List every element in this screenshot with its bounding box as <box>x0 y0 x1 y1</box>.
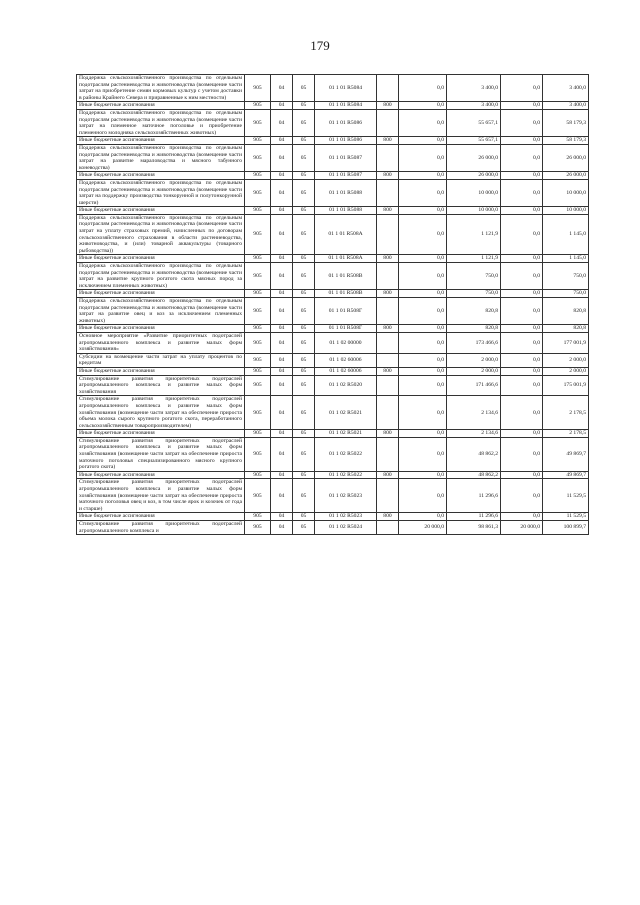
cell-target-article: 01 1 01 R508B <box>315 290 377 298</box>
cell-expense-type: 800 <box>377 325 399 333</box>
cell-target-article: 01 1 01 R5084 <box>315 75 377 102</box>
table-row <box>77 332 589 353</box>
cell-target-article: 01 1 02 60006 <box>315 367 377 375</box>
cell-amount-1: 0,0 <box>399 102 447 110</box>
cell-amount-1: 20 000,0 <box>399 521 447 535</box>
cell-amount-4: 100 899,7 <box>543 521 589 535</box>
cell-section: 04 <box>271 332 293 353</box>
cell-expense-type: 800 <box>377 102 399 110</box>
cell-target-article: 01 1 01 R5086 <box>315 137 377 145</box>
cell-amount-3: 0,0 <box>501 437 543 471</box>
cell-amount-4: 58 179,3 <box>543 137 589 145</box>
cell-amount-1: 0,0 <box>399 255 447 263</box>
cell-amount-1: 0,0 <box>399 396 447 430</box>
cell-amount-4: 2 178,5 <box>543 430 589 438</box>
cell-section: 04 <box>271 263 293 290</box>
cell-amount-3: 0,0 <box>501 298 543 325</box>
cell-amount-3: 0,0 <box>501 353 543 367</box>
cell-amount-3: 0,0 <box>501 471 543 479</box>
cell-name: Иные бюджетные ассигнования <box>77 513 245 521</box>
cell-amount-1: 0,0 <box>399 367 447 375</box>
cell-subsection: 05 <box>293 430 315 438</box>
cell-subsection: 05 <box>293 513 315 521</box>
cell-grbs: 905 <box>245 214 271 255</box>
table-row <box>77 109 589 136</box>
cell-expense-type: 800 <box>377 207 399 215</box>
cell-amount-3: 0,0 <box>501 179 543 206</box>
cell-section: 04 <box>271 109 293 136</box>
cell-grbs: 905 <box>245 255 271 263</box>
cell-amount-2: 3 400,0 <box>447 102 501 110</box>
cell-subsection: 05 <box>293 109 315 136</box>
cell-expense-type <box>377 396 399 430</box>
cell-grbs: 905 <box>245 513 271 521</box>
cell-amount-4: 2 000,0 <box>543 367 589 375</box>
cell-amount-1: 0,0 <box>399 75 447 102</box>
cell-name: Иные бюджетные ассигнования <box>77 325 245 333</box>
cell-amount-1: 0,0 <box>399 332 447 353</box>
cell-amount-2: 2 000,0 <box>447 367 501 375</box>
cell-amount-4: 1 145,0 <box>543 255 589 263</box>
cell-amount-3: 0,0 <box>501 263 543 290</box>
table-row <box>77 255 589 263</box>
cell-amount-2: 48 862,2 <box>447 471 501 479</box>
cell-amount-2: 11 296,6 <box>447 479 501 513</box>
table-row <box>77 471 589 479</box>
cell-section: 04 <box>271 102 293 110</box>
cell-subsection: 05 <box>293 479 315 513</box>
cell-amount-3: 0,0 <box>501 325 543 333</box>
cell-target-article: 01 1 02 R5020 <box>315 375 377 396</box>
cell-amount-2: 10 000,0 <box>447 207 501 215</box>
cell-name: Иные бюджетные ассигнования <box>77 471 245 479</box>
cell-amount-2: 26 000,0 <box>447 172 501 180</box>
cell-name: Стимулирование развития приоритетных подотраслей агропромышленного комплекса и развитие малых форм хозяйствования (возмещение части затрат на обеспечение прироста объема молока сырого крупного рогатого скота, переработанного сельскохозяйственным товаропроизводителем) <box>77 396 245 430</box>
cell-amount-1: 0,0 <box>399 437 447 471</box>
cell-amount-1: 0,0 <box>399 325 447 333</box>
cell-target-article: 01 1 01 R508B <box>315 263 377 290</box>
cell-grbs: 905 <box>245 75 271 102</box>
cell-name: Стимулирование развития приоритетных подотраслей агропромышленного комплекса и развитие малых форм хозяйствования (возмещение части затрат на обеспечение прироста маточного поголовья овец и коз, в том числе ярок и козочек от года и старше) <box>77 479 245 513</box>
cell-grbs: 905 <box>245 290 271 298</box>
cell-name: Стимулирование развития приоритетных подотраслей агропромышленного комплекса и развитие малых форм хозяйствования (возмещение части затрат на обеспечение прироста маточного поголовья специализированного мясного крупного рогатого скота) <box>77 437 245 471</box>
table-row <box>77 102 589 110</box>
cell-target-article: 01 1 01 R5087 <box>315 144 377 171</box>
cell-grbs: 905 <box>245 144 271 171</box>
cell-amount-4: 26 000,0 <box>543 144 589 171</box>
cell-section: 04 <box>271 471 293 479</box>
cell-amount-4: 11 529,5 <box>543 479 589 513</box>
cell-amount-3: 0,0 <box>501 144 543 171</box>
cell-expense-type: 800 <box>377 172 399 180</box>
cell-section: 04 <box>271 325 293 333</box>
cell-grbs: 905 <box>245 172 271 180</box>
cell-section: 04 <box>271 255 293 263</box>
page-number: 179 <box>310 38 330 53</box>
cell-name: Иные бюджетные ассигнования <box>77 172 245 180</box>
cell-section: 04 <box>271 430 293 438</box>
cell-subsection: 05 <box>293 332 315 353</box>
cell-section: 04 <box>271 290 293 298</box>
cell-subsection: 05 <box>293 353 315 367</box>
cell-name: Иные бюджетные ассигнования <box>77 137 245 145</box>
cell-amount-2: 1 121,9 <box>447 214 501 255</box>
cell-amount-1: 0,0 <box>399 513 447 521</box>
cell-amount-2: 750,0 <box>447 290 501 298</box>
cell-grbs: 905 <box>245 375 271 396</box>
cell-amount-2: 2 134,6 <box>447 396 501 430</box>
cell-expense-type <box>377 263 399 290</box>
cell-name: Субсидии на возмещение части затрат на уплату процентов по кредитам <box>77 353 245 367</box>
cell-expense-type: 800 <box>377 255 399 263</box>
cell-target-article: 01 1 02 00000 <box>315 332 377 353</box>
cell-grbs: 905 <box>245 471 271 479</box>
cell-amount-2: 10 000,0 <box>447 179 501 206</box>
cell-amount-1: 0,0 <box>399 430 447 438</box>
cell-subsection: 05 <box>293 144 315 171</box>
table-row <box>77 513 589 521</box>
cell-subsection: 05 <box>293 214 315 255</box>
cell-name: Поддержка сельскохозяйственного производства по отдельным подотраслям растениеводства и животноводства (возмещение части затрат на уплату страховых премий, начисленных по договорам сельскохозяйственного страхования в области растениеводства, животноводства, и (или) товарной аквакультуры (товарного рыбоводства)) <box>77 214 245 255</box>
cell-amount-3: 0,0 <box>501 102 543 110</box>
table-row <box>77 353 589 367</box>
cell-grbs: 905 <box>245 109 271 136</box>
cell-section: 04 <box>271 298 293 325</box>
cell-expense-type <box>377 109 399 136</box>
cell-amount-1: 0,0 <box>399 144 447 171</box>
cell-amount-1: 0,0 <box>399 263 447 290</box>
cell-expense-type <box>377 353 399 367</box>
cell-amount-4: 750,0 <box>543 263 589 290</box>
cell-name: Иные бюджетные ассигнования <box>77 207 245 215</box>
cell-amount-1: 0,0 <box>399 109 447 136</box>
cell-name: Поддержка сельскохозяйственного производства по отдельным подотраслям растениеводства и животноводства (возмещение части затрат на поддержку производства тонкорунной и полутонкорунной шерсти) <box>77 179 245 206</box>
cell-target-article: 01 1 02 R5023 <box>315 479 377 513</box>
table-row <box>77 214 589 255</box>
cell-expense-type: 800 <box>377 430 399 438</box>
cell-amount-2: 173 466,6 <box>447 332 501 353</box>
cell-expense-type <box>377 144 399 171</box>
cell-section: 04 <box>271 207 293 215</box>
cell-expense-type <box>377 75 399 102</box>
table-row <box>77 396 589 430</box>
cell-subsection: 05 <box>293 207 315 215</box>
cell-name: Поддержка сельскохозяйственного производства по отдельным подотраслям растениеводства и животноводства (возмещение части затрат на племенное маточное поголовье и приобретение племенного молодняка сельскохозяйственных животных) <box>77 109 245 136</box>
cell-target-article: 01 1 01 R508A <box>315 214 377 255</box>
cell-subsection: 05 <box>293 290 315 298</box>
table-row <box>77 375 589 396</box>
cell-name: Иные бюджетные ассигнования <box>77 290 245 298</box>
cell-target-article: 01 1 02 R5022 <box>315 437 377 471</box>
cell-amount-3: 0,0 <box>501 214 543 255</box>
cell-amount-2: 171 466,6 <box>447 375 501 396</box>
cell-section: 04 <box>271 75 293 102</box>
cell-amount-3: 0,0 <box>501 290 543 298</box>
cell-amount-1: 0,0 <box>399 298 447 325</box>
cell-target-article: 01 1 02 R5024 <box>315 521 377 535</box>
cell-subsection: 05 <box>293 172 315 180</box>
cell-amount-1: 0,0 <box>399 179 447 206</box>
cell-grbs: 905 <box>245 479 271 513</box>
cell-amount-4: 3 400,0 <box>543 75 589 102</box>
cell-name: Иные бюджетные ассигнования <box>77 102 245 110</box>
cell-section: 04 <box>271 353 293 367</box>
cell-amount-4: 1 145,0 <box>543 214 589 255</box>
cell-name: Стимулирование развития приоритетных подотраслей агропромышленного комплекса и развитие малых форм хозяйствования <box>77 375 245 396</box>
table-row <box>77 479 589 513</box>
cell-target-article: 01 1 02 60006 <box>315 353 377 367</box>
cell-amount-4: 11 529,5 <box>543 513 589 521</box>
table-row <box>77 75 589 102</box>
cell-target-article: 01 1 02 R5022 <box>315 471 377 479</box>
cell-grbs: 905 <box>245 353 271 367</box>
cell-amount-1: 0,0 <box>399 290 447 298</box>
cell-amount-4: 3 400,0 <box>543 102 589 110</box>
cell-subsection: 05 <box>293 437 315 471</box>
table-row <box>77 207 589 215</box>
table-row <box>77 367 589 375</box>
cell-target-article: 01 1 01 R5086 <box>315 109 377 136</box>
cell-grbs: 905 <box>245 430 271 438</box>
table-row <box>77 172 589 180</box>
cell-amount-2: 820,8 <box>447 298 501 325</box>
cell-grbs: 905 <box>245 298 271 325</box>
cell-amount-3: 0,0 <box>501 396 543 430</box>
cell-amount-1: 0,0 <box>399 479 447 513</box>
cell-amount-4: 58 179,3 <box>543 109 589 136</box>
table-row <box>77 325 589 333</box>
budget-table <box>76 74 589 535</box>
cell-section: 04 <box>271 396 293 430</box>
cell-amount-1: 0,0 <box>399 471 447 479</box>
table-row <box>77 521 589 535</box>
cell-target-article: 01 1 01 R5087 <box>315 172 377 180</box>
cell-amount-1: 0,0 <box>399 375 447 396</box>
cell-name: Поддержка сельскохозяйственного производства по отдельным подотраслям растениеводства и животноводства (возмещение части затрат на развитие овец и коз за исключением племенных животных) <box>77 298 245 325</box>
cell-amount-3: 0,0 <box>501 479 543 513</box>
cell-subsection: 05 <box>293 521 315 535</box>
cell-amount-4: 49 869,7 <box>543 471 589 479</box>
cell-subsection: 05 <box>293 298 315 325</box>
cell-section: 04 <box>271 375 293 396</box>
cell-subsection: 05 <box>293 263 315 290</box>
cell-amount-2: 1 121,9 <box>447 255 501 263</box>
table-row <box>77 263 589 290</box>
cell-amount-1: 0,0 <box>399 353 447 367</box>
cell-amount-2: 48 862,2 <box>447 437 501 471</box>
cell-expense-type <box>377 332 399 353</box>
cell-subsection: 05 <box>293 471 315 479</box>
cell-amount-3: 20 000,0 <box>501 521 543 535</box>
cell-target-article: 01 1 01 R5088 <box>315 207 377 215</box>
cell-amount-2: 3 400,0 <box>447 75 501 102</box>
cell-expense-type: 800 <box>377 471 399 479</box>
cell-target-article: 01 1 01 R508Г <box>315 298 377 325</box>
cell-amount-3: 0,0 <box>501 375 543 396</box>
cell-amount-4: 177 001,9 <box>543 332 589 353</box>
cell-section: 04 <box>271 521 293 535</box>
table-row <box>77 437 589 471</box>
cell-target-article: 01 1 01 R5084 <box>315 102 377 110</box>
cell-grbs: 905 <box>245 207 271 215</box>
cell-expense-type <box>377 298 399 325</box>
cell-grbs: 905 <box>245 521 271 535</box>
cell-amount-3: 0,0 <box>501 137 543 145</box>
cell-name: Поддержка сельскохозяйственного производства по отдельным подотраслям растениеводства и животноводства (возмещение части затрат на приобретение семян кормовых культур с учетом доставки в районы Крайнего Севера и приравненные к ним местности) <box>77 75 245 102</box>
cell-expense-type: 800 <box>377 290 399 298</box>
cell-amount-3: 0,0 <box>501 207 543 215</box>
table-row <box>77 179 589 206</box>
cell-name: Иные бюджетные ассигнования <box>77 255 245 263</box>
cell-grbs: 905 <box>245 179 271 206</box>
cell-name: Основное мероприятие «Развитие приоритетных подотраслей агропромышленного комплекса и развитие малых форм хозяйствования» <box>77 332 245 353</box>
cell-amount-2: 11 296,6 <box>447 513 501 521</box>
cell-amount-4: 10 000,0 <box>543 179 589 206</box>
cell-subsection: 05 <box>293 396 315 430</box>
cell-subsection: 05 <box>293 102 315 110</box>
cell-amount-3: 0,0 <box>501 75 543 102</box>
cell-amount-2: 2 134,6 <box>447 430 501 438</box>
cell-amount-1: 0,0 <box>399 172 447 180</box>
cell-expense-type: 800 <box>377 367 399 375</box>
cell-subsection: 05 <box>293 375 315 396</box>
table-body <box>77 75 589 535</box>
cell-subsection: 05 <box>293 325 315 333</box>
cell-grbs: 905 <box>245 102 271 110</box>
cell-amount-4: 820,8 <box>543 325 589 333</box>
cell-grbs: 905 <box>245 367 271 375</box>
cell-target-article: 01 1 01 R508Г <box>315 325 377 333</box>
cell-name: Стимулирование развития приоритетных подотраслей агропромышленного комплекса и <box>77 521 245 535</box>
cell-section: 04 <box>271 479 293 513</box>
cell-amount-4: 10 000,0 <box>543 207 589 215</box>
cell-amount-4: 49 869,7 <box>543 437 589 471</box>
table-row <box>77 430 589 438</box>
cell-subsection: 05 <box>293 137 315 145</box>
cell-name: Иные бюджетные ассигнования <box>77 430 245 438</box>
table-row <box>77 137 589 145</box>
cell-name: Иные бюджетные ассигнования <box>77 367 245 375</box>
cell-section: 04 <box>271 137 293 145</box>
cell-grbs: 905 <box>245 263 271 290</box>
cell-amount-3: 0,0 <box>501 367 543 375</box>
cell-expense-type <box>377 521 399 535</box>
cell-expense-type <box>377 437 399 471</box>
table-row <box>77 290 589 298</box>
cell-amount-1: 0,0 <box>399 207 447 215</box>
cell-section: 04 <box>271 437 293 471</box>
cell-grbs: 905 <box>245 437 271 471</box>
cell-amount-4: 26 000,0 <box>543 172 589 180</box>
cell-amount-3: 0,0 <box>501 255 543 263</box>
cell-amount-2: 750,0 <box>447 263 501 290</box>
cell-amount-2: 55 657,1 <box>447 137 501 145</box>
cell-amount-2: 820,8 <box>447 325 501 333</box>
cell-expense-type <box>377 179 399 206</box>
cell-amount-3: 0,0 <box>501 513 543 521</box>
cell-amount-4: 175 001,9 <box>543 375 589 396</box>
cell-section: 04 <box>271 144 293 171</box>
cell-amount-4: 750,0 <box>543 290 589 298</box>
table-row <box>77 144 589 171</box>
cell-amount-2: 98 861,3 <box>447 521 501 535</box>
cell-amount-1: 0,0 <box>399 137 447 145</box>
table-row <box>77 298 589 325</box>
cell-target-article: 01 1 02 R5021 <box>315 430 377 438</box>
cell-section: 04 <box>271 179 293 206</box>
cell-grbs: 905 <box>245 396 271 430</box>
cell-expense-type: 800 <box>377 137 399 145</box>
cell-name: Поддержка сельскохозяйственного производства по отдельным подотраслям растениеводства и животноводства (возмещение части затрат на развитие мараловодства и мясного табунного коневодства) <box>77 144 245 171</box>
cell-section: 04 <box>271 367 293 375</box>
cell-amount-2: 2 000,0 <box>447 353 501 367</box>
cell-amount-3: 0,0 <box>501 332 543 353</box>
cell-grbs: 905 <box>245 137 271 145</box>
cell-amount-3: 0,0 <box>501 430 543 438</box>
cell-grbs: 905 <box>245 332 271 353</box>
cell-amount-2: 26 000,0 <box>447 144 501 171</box>
cell-section: 04 <box>271 172 293 180</box>
cell-expense-type <box>377 375 399 396</box>
cell-target-article: 01 1 01 R508A <box>315 255 377 263</box>
cell-expense-type: 800 <box>377 513 399 521</box>
cell-amount-3: 0,0 <box>501 172 543 180</box>
cell-expense-type <box>377 214 399 255</box>
cell-amount-4: 820,8 <box>543 298 589 325</box>
cell-subsection: 05 <box>293 255 315 263</box>
cell-subsection: 05 <box>293 179 315 206</box>
cell-expense-type <box>377 479 399 513</box>
cell-subsection: 05 <box>293 75 315 102</box>
cell-name: Поддержка сельскохозяйственного производства по отдельным подотраслям растениеводства и животноводства (возмещение части затрат на развитие крупного рогатого скота мясных пород за исключением племенных животных) <box>77 263 245 290</box>
cell-amount-4: 2 178,5 <box>543 396 589 430</box>
cell-amount-2: 55 657,1 <box>447 109 501 136</box>
cell-target-article: 01 1 01 R5088 <box>315 179 377 206</box>
cell-subsection: 05 <box>293 367 315 375</box>
cell-section: 04 <box>271 214 293 255</box>
cell-amount-1: 0,0 <box>399 214 447 255</box>
cell-grbs: 905 <box>245 325 271 333</box>
cell-target-article: 01 1 02 R5023 <box>315 513 377 521</box>
cell-section: 04 <box>271 513 293 521</box>
cell-amount-4: 2 000,0 <box>543 353 589 367</box>
cell-target-article: 01 1 02 R5021 <box>315 396 377 430</box>
cell-amount-3: 0,0 <box>501 109 543 136</box>
